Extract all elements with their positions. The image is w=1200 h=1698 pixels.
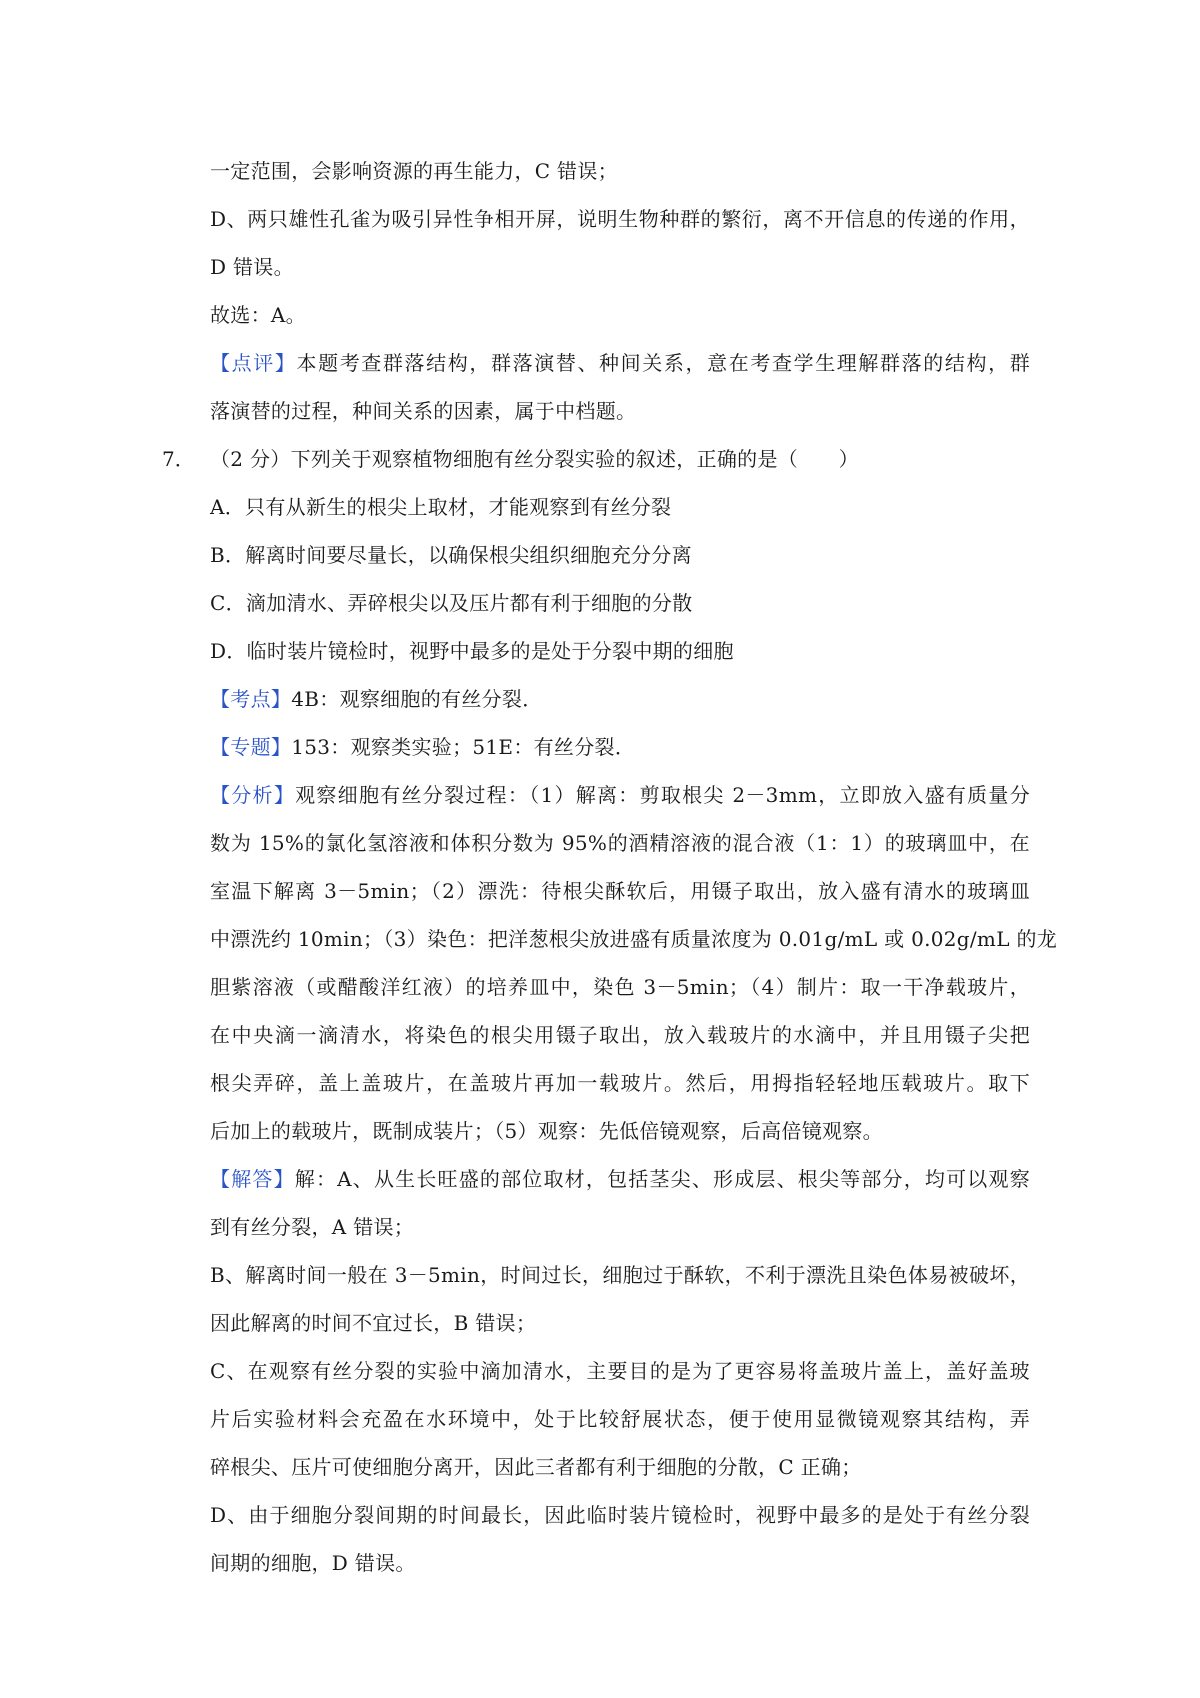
kaodian-tag: 【考点】 — [210, 687, 292, 711]
fenxi-text: 观察细胞有丝分裂过程：（1）解离：剪取根尖 2－3mm，立即放入盛有质量分 — [295, 783, 1031, 807]
jieda-line: 间期的细胞，D 错误。 — [210, 1551, 416, 1575]
fenxi-tag: 【分析】 — [210, 783, 296, 807]
prev-explanation-line: D 错误。 — [210, 255, 294, 279]
fenxi-line: 中漂洗约 10min；（3）染色：把洋葱根尖放进盛有质量浓度为 0.01g/mL 或 0.02g/mL 的龙 — [210, 927, 1058, 951]
zhuanti-line — [210, 733, 1030, 761]
option-c: C．滴加清水、弄碎根尖以及压片都有利于细胞的分散 — [210, 591, 693, 615]
kaodian-line — [210, 685, 1030, 713]
zhuanti-text: 153：观察类实验；51E：有丝分裂． — [291, 735, 636, 759]
jieda-line: 到有丝分裂，A 错误； — [210, 1215, 415, 1239]
jieda-line: 片后实验材料会充盈在水环境中，处于比较舒展状态，便于使用显微镜观察其结构，弄 — [210, 1407, 1030, 1431]
fenxi-line: 在中央滴一滴清水，将染色的根尖用镊子取出，放入载玻片的水滴中，并且用镊子尖把 — [210, 1023, 1030, 1047]
option-a: A．只有从新生的根尖上取材，才能观察到有丝分裂 — [210, 495, 672, 519]
jieda-line: B、解离时间一般在 3－5min，时间过长，细胞过于酥软，不利于漂洗且染色体易被破坏， — [210, 1263, 1030, 1287]
question-stem: （2 分）下列关于观察植物细胞有丝分裂实验的叙述，正确的是（ ） — [210, 447, 859, 471]
fenxi-line: 后加上的载玻片，既制成装片；（5）观察：先低倍镜观察，后高倍镜观察。 — [210, 1119, 883, 1143]
prev-answer: 故选：A。 — [210, 303, 306, 327]
fenxi-line: 根尖弄碎，盖上盖玻片，在盖玻片再加一载玻片。然后，用拇指轻轻地压载玻片。取下 — [210, 1071, 1030, 1095]
comment-text: 本题考查群落结构，群落演替、种间关系，意在考查学生理解群落的结构，群 — [296, 351, 1031, 375]
prev-explanation-line: 一定范围，会影响资源的再生能力，C 错误； — [210, 159, 618, 183]
jieda-line: 碎根尖、压片可使细胞分离开，因此三者都有利于细胞的分散，C 正确； — [210, 1455, 862, 1479]
fenxi-line: 室温下解离 3－5min；（2）漂洗：待根尖酥软后，用镊子取出，放入盛有清水的玻璃皿 — [210, 879, 1030, 903]
prev-comment-line — [210, 349, 1030, 377]
zhuanti-tag: 【专题】 — [210, 735, 292, 759]
jieda-text: 解：A、从生长旺盛的部位取材，包括茎尖、形成层、根尖等部分，均可以观察 — [294, 1167, 1030, 1191]
jieda-line — [210, 1165, 1030, 1193]
jieda-tag: 【解答】 — [210, 1167, 295, 1191]
fenxi-line: 数为 15%的氯化氢溶液和体积分数为 95%的酒精溶液的混合液（1：1）的玻璃皿中，在 — [210, 831, 1030, 855]
fenxi-line — [210, 781, 1030, 809]
kaodian-text: 4B：观察细胞的有丝分裂． — [291, 687, 543, 711]
option-b: B．解离时间要尽量长，以确保根尖组织细胞充分分离 — [210, 543, 692, 567]
jieda-line: 因此解离的时间不宜过长，B 错误； — [210, 1311, 537, 1335]
option-d: D．临时装片镜检时，视野中最多的是处于分裂中期的细胞 — [210, 639, 734, 663]
comment-tag: 【点评】 — [210, 351, 297, 375]
fenxi-line: 胆紫溶液（或醋酸洋红液）的培养皿中，染色 3－5min；（4）制片：取一干净载玻片， — [210, 975, 1030, 999]
jieda-line: D、由于细胞分裂间期的时间最长，因此临时装片镜检时，视野中最多的是处于有丝分裂 — [210, 1503, 1030, 1527]
jieda-line: C、在观察有丝分裂的实验中滴加清水，主要目的是为了更容易将盖玻片盖上，盖好盖玻 — [210, 1359, 1030, 1383]
question-number: 7． — [162, 447, 195, 471]
prev-comment-line: 落演替的过程，种间关系的因素，属于中档题。 — [210, 399, 637, 423]
prev-explanation-line: D、两只雄性孔雀为吸引异性争相开屏，说明生物种群的繁衍，离不开信息的传递的作用， — [210, 207, 1030, 231]
